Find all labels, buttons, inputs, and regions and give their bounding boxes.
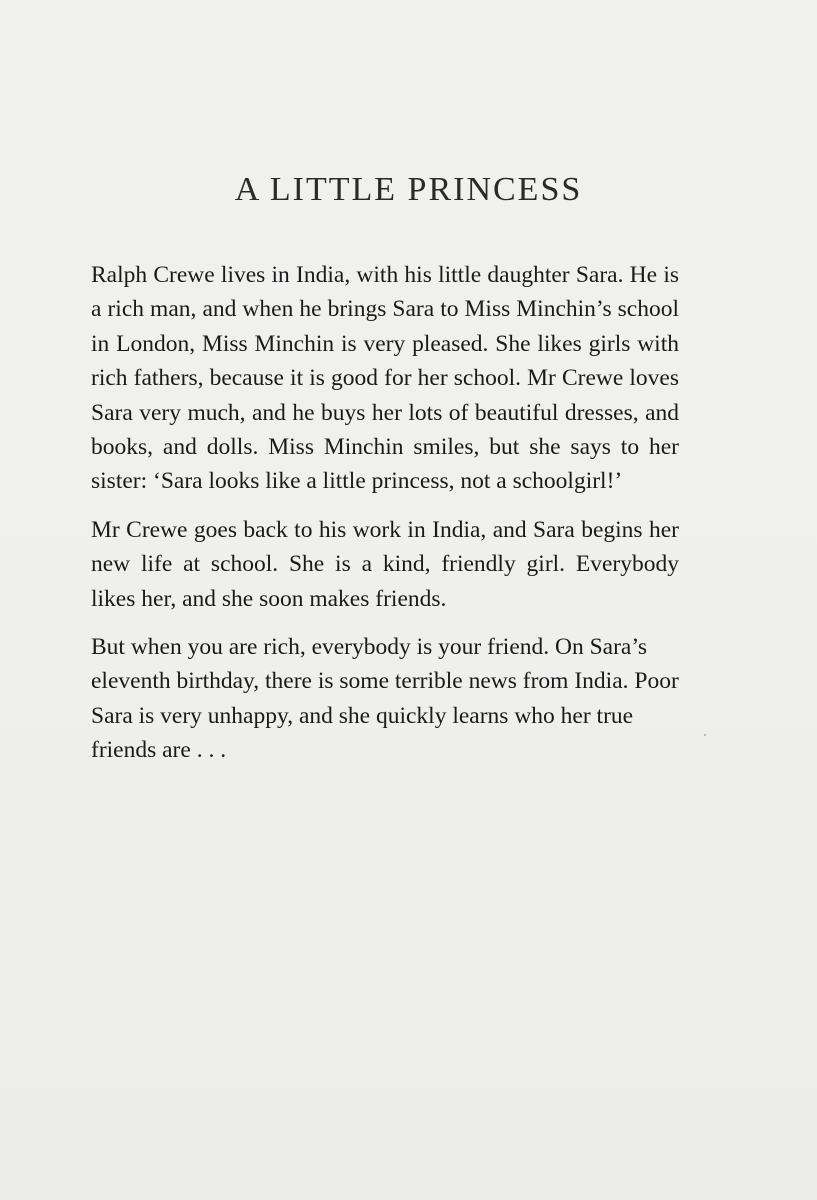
- paragraph-2: Mr Crewe goes back to his work in India, and Sara begins her new life at school. She is a kind, friendly girl. Everybody likes her, and she soon makes friends.: [91, 516, 679, 612]
- synopsis-text: [91, 258, 679, 782]
- page-title: A LITTLE PRINCESS: [234, 171, 583, 208]
- paper-speck: [704, 734, 706, 736]
- paragraph-1: Ralph Crewe lives in India, with his little daughter Sara. He is a rich man, and when he brings Sara to Miss Minchin’s school in London, Miss Minchin is very pleased. She likes girls with rich fathers, because it is good for her school. Mr Crewe loves Sara very much, and he buys her lots of beautiful dresses, and books, and dolls. Miss Minchin smiles, but she says to her sister: ‘Sara looks like a little princess, not a schoolgirl!’: [91, 262, 679, 495]
- paragraph-3: But when you are rich, everybody is your friend. On Sara’s eleventh birthday, there is some terrible news from India. Poor Sara is very unhappy, and she quickly learns who her true friends are . . .: [91, 634, 679, 764]
